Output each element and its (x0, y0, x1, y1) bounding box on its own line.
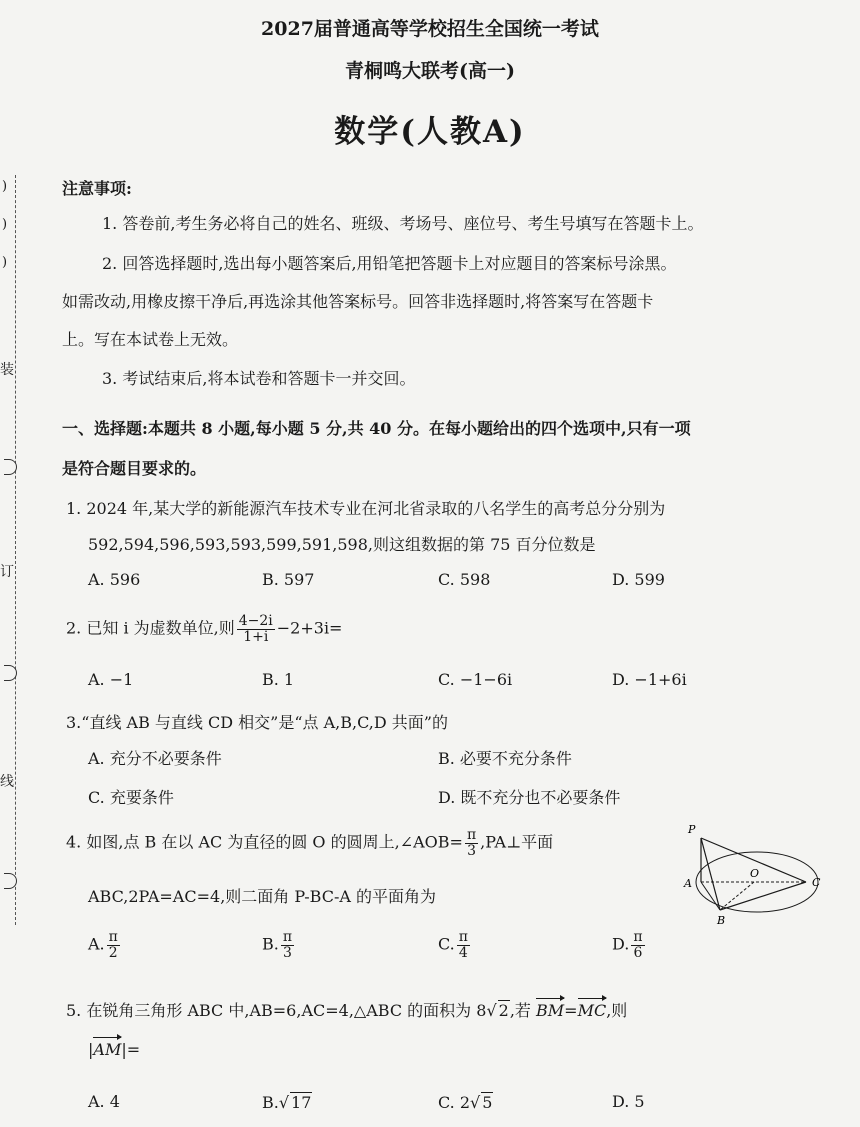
margin-paren: ) (2, 179, 8, 194)
question-1-stem: 1. 2024 年,某大学的新能源汽车技术专业在河北省录取的八名学生的高考总分分别为 (66, 499, 666, 518)
question-1-option-d: D. 599 (612, 570, 665, 589)
subject-title: 数学(人教A) (334, 114, 526, 150)
fraction-denominator: 3 (282, 944, 292, 961)
segment-pb (701, 838, 720, 910)
question-5-option-a: A. 4 (88, 1092, 120, 1111)
margin-zhuang: 装 (0, 362, 14, 378)
fraction-numerator: π (458, 929, 468, 945)
notice-item-2-cont: 如需改动,用橡皮擦干净后,再选涂其他答案标号。回答非选择题时,将答案写在答题卡 (62, 292, 654, 311)
abs-open: | (88, 1040, 94, 1059)
vector-am: AM (93, 1040, 122, 1059)
question-4-option-d (612, 930, 647, 960)
vector-bm: BM (536, 1001, 565, 1020)
label-p: P (688, 823, 696, 836)
angle-fraction (465, 828, 478, 858)
fraction-denominator: 4 (458, 944, 468, 961)
question-4-option-c (438, 930, 472, 960)
question-4-option-a (88, 930, 122, 960)
notice-item-3: 3. 考试结束后,将本试卷和答题卡一并交回。 (102, 369, 416, 388)
label-a: A (684, 877, 692, 890)
label-c: C (812, 876, 821, 889)
sqrt-value: 17 (291, 1093, 312, 1112)
margin-xian: 线 (0, 774, 14, 790)
fraction-numerator: π (466, 827, 477, 843)
binding-margin (0, 175, 20, 1115)
question-3-option-c: C. 充要条件 (88, 788, 174, 807)
option-label: C. (438, 934, 455, 954)
option-fraction (281, 930, 294, 960)
question-2-stem (66, 614, 342, 644)
question-5-text: 5. 在锐角三角形 ABC 中,AB=6,AC=4,△ABC 的面积为 8 (66, 1001, 487, 1020)
question-5-stem: 5. 在锐角三角形 ABC 中,AB=6,AC=4,△ABC 的面积为 8√ 2,若 BM=MC,则 (66, 1001, 628, 1020)
question-2-option-b: B. 1 (262, 670, 295, 689)
exam-title: 2027届普通高等学校招生全国统一考试 (261, 18, 599, 40)
segment-ob (720, 882, 754, 910)
question-1-option-a: A. 596 (88, 570, 141, 589)
option-fraction (631, 930, 644, 960)
question-2-option-d: D. −1+6i (612, 670, 687, 689)
option-label: C. 2 (438, 1093, 471, 1112)
sqrt-value: 2 (498, 1001, 509, 1020)
question-5-option-c: C. 2√ 5 (438, 1093, 493, 1112)
option-fraction (457, 930, 470, 960)
question-5-text-cont: ,若 (509, 1001, 531, 1020)
fraction-numerator: π (282, 929, 293, 945)
question-2-suffix: −2+3i= (276, 618, 343, 638)
question-4-stem-cont: ABC,2PA=AC=4,则二面角 P-BC-A 的平面角为 (88, 887, 437, 906)
vector-mc: MC (577, 1001, 607, 1020)
question-4-option-b (262, 930, 296, 960)
question-1-stem-cont: 592,594,596,593,593,599,591,598,则这组数据的第 75 百分位数是 (88, 535, 596, 554)
fraction-denominator: 3 (467, 842, 477, 859)
notice-item-2: 2. 回答选择题时,选出每小题答案后,用铅笔把答题卡上对应题目的答案标号涂黑。 (102, 254, 677, 273)
section-heading: 一、选择题:本题共 8 小题,每小题 5 分,共 40 分。在每小题给出的四个选项中,只有一项 (62, 419, 691, 438)
question-3-stem: 3.“直线 AB 与直线 CD 相交”是“点 A,B,C,D 共面”的 (66, 713, 448, 732)
question-5-option-d: D. 5 (612, 1092, 645, 1111)
question-4-stem (66, 828, 553, 858)
notice-heading: 注意事项: (62, 179, 132, 198)
fraction-numerator: π (633, 929, 643, 945)
option-label: B. (262, 1093, 279, 1112)
fraction-denominator: 1+i (243, 628, 269, 645)
question-5-text-end: ,则 (606, 1001, 628, 1020)
notice-item-1: 1. 答卷前,考生务必将自己的姓名、班级、考场号、座位号、考生号填写在答题卡上。 (102, 214, 704, 233)
exam-subtitle: 青桐鸣大联考(高一) (345, 60, 515, 82)
question-1-option-c: C. 598 (438, 570, 491, 589)
option-fraction (107, 930, 120, 960)
question-4-text-cont: ,PA⊥平面 (480, 832, 554, 852)
label-o: O (750, 867, 760, 880)
cut-line (15, 175, 16, 925)
abs-close: |= (121, 1040, 141, 1059)
question-3-option-b: B. 必要不充分条件 (438, 749, 572, 768)
question-1-option-b: B. 597 (262, 570, 315, 589)
fraction-denominator: 2 (108, 944, 118, 961)
question-2-prefix: 2. 已知 i 为虚数单位,则 (66, 618, 235, 638)
margin-paren: ) (2, 255, 8, 270)
segment-ab (701, 882, 720, 910)
margin-paren: ) (2, 217, 8, 232)
question-3-option-a: A. 充分不必要条件 (88, 749, 222, 768)
sqrt-value: 5 (482, 1093, 493, 1112)
fraction-denominator: 6 (633, 944, 643, 961)
section-heading-cont: 是符合题目要求的。 (62, 459, 207, 478)
geometry-figure (682, 820, 832, 930)
question-5-stem-cont (88, 1040, 140, 1059)
label-b: B (717, 914, 726, 927)
fraction-numerator: 4−2i (238, 613, 273, 629)
question-5-option-b: B.√ 17 (262, 1093, 312, 1112)
option-label: B. (262, 934, 279, 954)
margin-ding: 订 (0, 564, 14, 580)
question-2-option-a: A. −1 (88, 670, 134, 689)
option-label: A. (88, 934, 105, 954)
equals-sign: = (564, 1001, 578, 1020)
question-2-fraction (237, 614, 275, 644)
question-4-text: 4. 如图,点 B 在以 AC 为直径的圆 O 的圆周上,∠AOB= (66, 832, 463, 852)
fraction-numerator: π (108, 929, 118, 945)
question-2-option-c: C. −1−6i (438, 670, 513, 689)
option-label: D. (612, 934, 630, 954)
question-3-option-d: D. 既不充分也不必要条件 (438, 788, 621, 807)
notice-item-2-cont: 上。写在本试卷上无效。 (62, 330, 239, 349)
